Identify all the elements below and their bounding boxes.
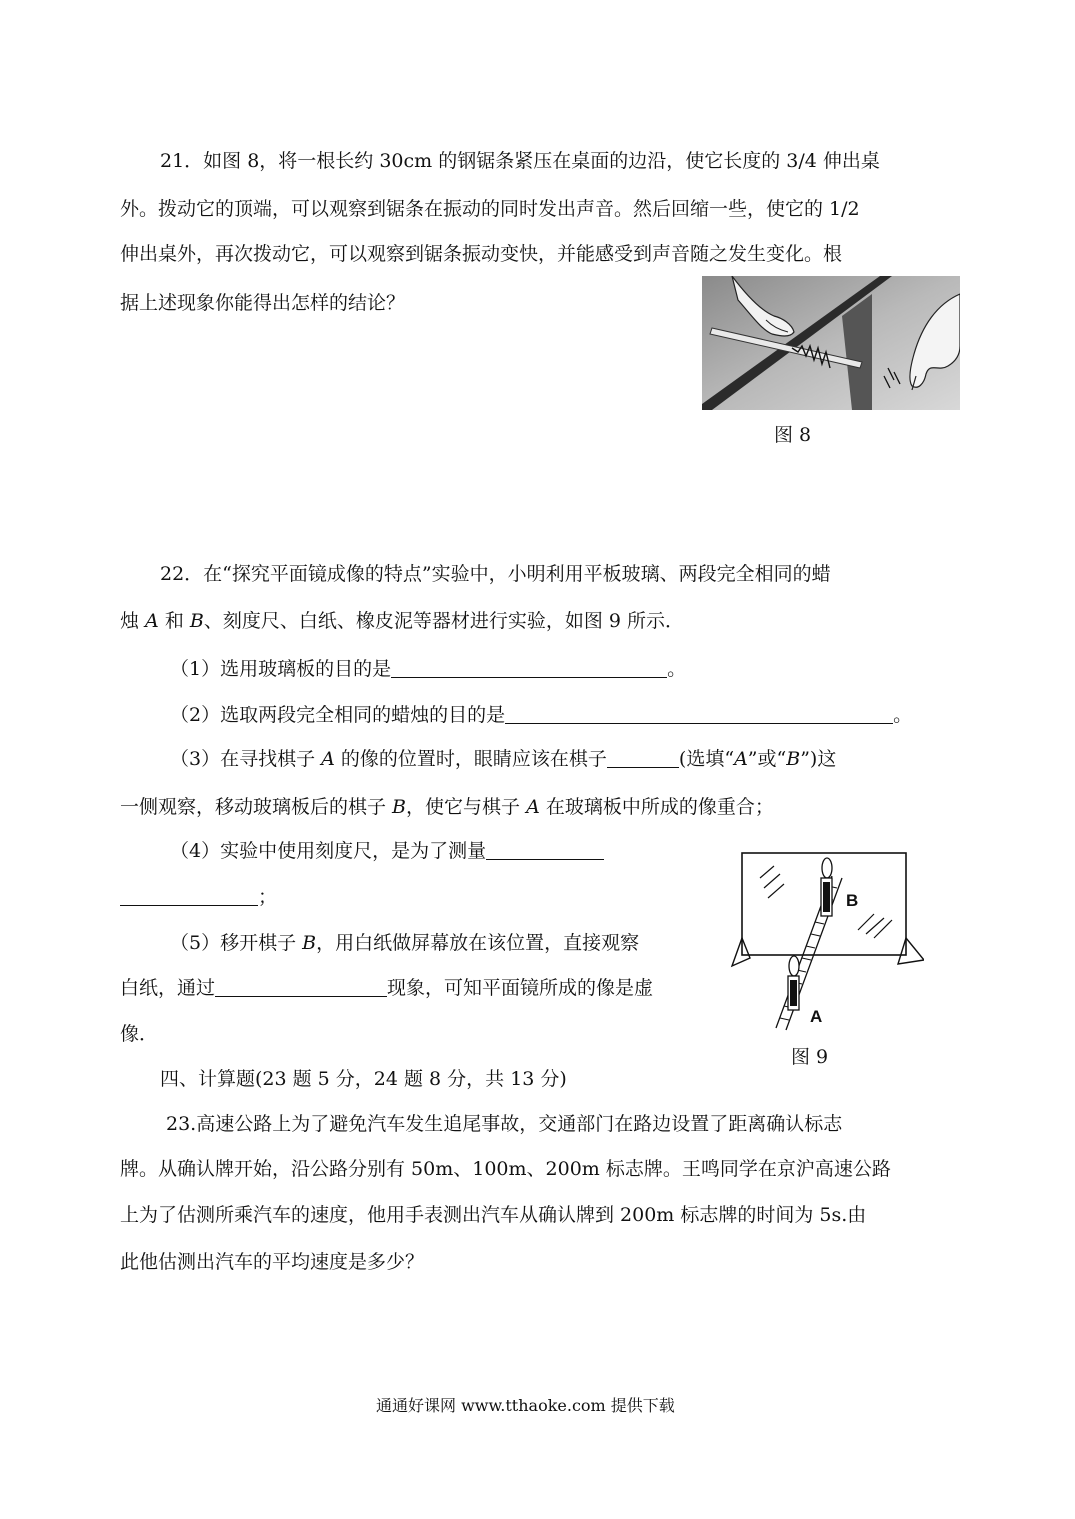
q22-text: 、刻度尺、白纸、橡皮泥等器材进行实验，如图 9 所示． <box>203 610 685 632</box>
candle-a-label: A <box>145 610 159 632</box>
q22-line-2 <box>120 608 684 634</box>
q22-part-4-line-2 <box>120 884 277 910</box>
q22-text: ”)这 <box>800 748 837 770</box>
q22-part-5-line-2 <box>120 975 653 1001</box>
q22-part-3 <box>170 746 836 772</box>
answer-blank-4b[interactable] <box>120 885 258 906</box>
figure-8-caption: 图 8 <box>774 424 812 446</box>
q22-part-3-line-2 <box>120 794 774 820</box>
figure-9-label-b: B <box>846 891 859 910</box>
q22-text: 白纸，通过 <box>120 977 216 999</box>
q22-part-2 <box>170 702 912 728</box>
q22-text: ，用白纸做屏幕放在该位置，直接观察 <box>316 932 640 954</box>
q22-line-1: 22．在“探究平面镜成像的特点”实验中，小明利用平板玻璃、两段完全相同的蜡 <box>160 563 831 585</box>
q23-line-2: 牌。从确认牌开始，沿公路分别有 50m、100m、200m 标志牌。王鸣同学在京沪高速公路 <box>120 1158 891 1180</box>
q23-line-4: 此他估测出汽车的平均速度是多少？ <box>120 1251 425 1273</box>
q22-text: ”或“ <box>747 748 787 770</box>
q22-text: (选填“ <box>678 748 735 770</box>
q22-part-2-text: （2）选取两段完全相同的蜡烛的目的是 <box>170 704 506 726</box>
q22-text: ，使它与棋子 <box>406 796 527 818</box>
q21-line-1: 21．如图 8，将一根长约 30cm 的钢锯条紧压在桌面的边沿，使它长度的 3/4 伸出桌 <box>160 150 880 172</box>
q22-text: 一侧观察，移动玻璃板后的棋子 <box>120 796 393 818</box>
q22-text: 烛 <box>120 610 146 632</box>
figure-9-label-a: A <box>810 1007 823 1026</box>
section-4-heading: 四、计算题(23 题 5 分，24 题 8 分，共 13 分) <box>160 1068 567 1090</box>
figure-9-caption: 图 9 <box>791 1046 829 1068</box>
figure-9-mirror-diagram <box>728 848 924 1032</box>
option-b: B <box>786 748 801 770</box>
q22-text: 和 <box>158 610 190 632</box>
chess-b-label: B <box>392 796 407 818</box>
option-a: A <box>734 748 748 770</box>
answer-blank-3[interactable] <box>607 747 679 768</box>
q22-part-5-line-3: 像． <box>120 1023 159 1045</box>
q22-text: （3）在寻找棋子 <box>170 748 322 770</box>
q22-part-2-end: 。 <box>893 704 913 726</box>
q22-part-1-end: 。 <box>667 658 687 680</box>
q22-text: （5）移开棋子 <box>170 932 303 954</box>
q22-part-4-end: ； <box>258 886 278 908</box>
answer-blank-1[interactable] <box>391 657 667 678</box>
q23-line-1: 23.高速公路上为了避免汽车发生追尾事故，交通部门在路边设置了距离确认标志 <box>166 1113 843 1135</box>
q22-part-5 <box>170 930 639 956</box>
q21-line-2: 外。拨动它的顶端，可以观察到锯条在振动的同时发出声音。然后回缩一些，使它的 1/2 <box>120 198 860 220</box>
q22-part-4 <box>170 838 604 864</box>
q22-text: 在玻璃板中所成的像重合； <box>539 796 774 818</box>
chess-a-label: A <box>321 748 335 770</box>
q21-line-3: 伸出桌外，再次拨动它，可以观察到锯条振动变快，并能感受到声音随之发生变化。根 <box>120 243 843 265</box>
candle-b-label: B <box>189 610 204 632</box>
q22-part-1 <box>170 656 686 682</box>
answer-blank-2[interactable] <box>505 703 893 724</box>
q23-line-3: 上为了估测所乘汽车的速度，他用手表测出汽车从确认牌到 200m 标志牌的时间为 5s.由 <box>120 1204 867 1226</box>
answer-blank-5[interactable] <box>215 976 387 997</box>
q21-line-4: 据上述现象你能得出怎样的结论？ <box>120 292 406 314</box>
figure-8-saw-blade-photo <box>702 276 960 410</box>
q22-text: 的像的位置时，眼睛应该在棋子 <box>334 748 607 770</box>
q22-text: 现象，可知平面镜所成的像是虚 <box>387 977 654 999</box>
chess-a-label: A <box>526 796 540 818</box>
chess-b-label: B <box>302 932 317 954</box>
q22-part-1-text: （1）选用玻璃板的目的是 <box>170 658 392 680</box>
footer-download-note: 通通好课网 www.tthaoke.com 提供下载 <box>376 1396 675 1415</box>
q22-part-4-text: （4）实验中使用刻度尺，是为了测量 <box>170 840 487 862</box>
answer-blank-4a[interactable] <box>486 839 604 860</box>
